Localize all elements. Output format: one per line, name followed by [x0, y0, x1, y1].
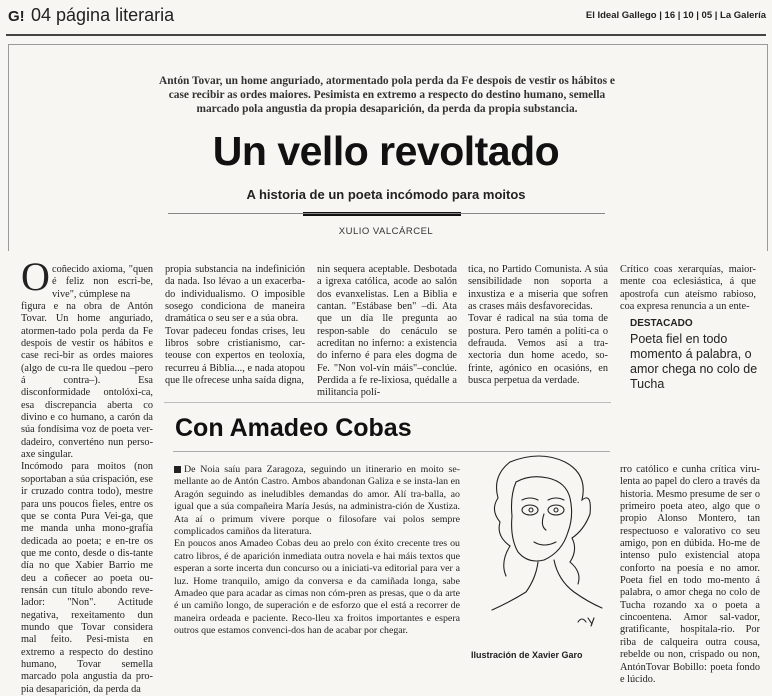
pullquote-text: Poeta fiel en todo momento á palabra, o amor chega no colo de Tucha: [630, 332, 758, 391]
sidebar-title: Con Amadeo Cobas: [175, 414, 412, 442]
section-mark: G!: [8, 8, 25, 25]
portrait-illustration: [470, 452, 610, 642]
byline: XULIO VALCÁRCEL: [338, 226, 434, 237]
article-col1-lead: coñecido axioma, "quen é feliz non escri-be, vive", cúmplese na: [52, 264, 153, 300]
pullquote-label: DESTACADO: [630, 318, 693, 329]
sidebar-top-rule: [164, 402, 611, 403]
article-col2: propia substancia na indefinición da nada. Iso lévao a un exacerba-do individualismo. O imposible sosego condiciona de maneira dramática o seu ser e a súa obra. Tovar padeceu fondas crises, leu libros sobre cristianismo, car-teouse con expertos en teoloxía, recurreu á Biblia..., e nada atopou que lle ofrecese unha saída digna,: [165, 264, 305, 387]
article-col1: figura e na obra de Antón Tovar. Un home anguriado, atormen-tado pola perda da Fe despois de vestir os hábitos e case reci-bir as ordes maiores (algo de cu-ra lle quedou –pero á contra–). Esa disconformidade ontolóxi-ca, esa discrepancia aberta co divino e co humano, a carón da súa fondísima voz de poeta ver-dadeiro, converténo nun perso-axe singular. Incómodo para moitos (non soportaban a súa crispación, ese ir cruzado contra todo), mestre para uns poucos fieles, entre os que se conta Pura Vei-ga, que me manda unha mono-grafía dedicada ao poeta; e en-tre os que me conto, desde o dis-tante día no que Xabier Barrio me deu a coñecer ao poeta ou-rensán cun título abondo reve-lador: "Non". Actitude negativa, rexeitamento dun mundo que Tovar considera mal feito. Pesi-mista en extremo a respecto do destino humano, Tovar semella marcado pola angustia da pro-pia desaparición, da perda da: [21, 301, 153, 695]
illustration-caption: Ilustración de Xavier Garo: [471, 650, 583, 660]
article-col5-continued: rro católico e cunha crítica viru-lenta ao papel do clero a través da historia. Mesmo presume de ser o primeiro poeta ateo, algo que o propio Alonso Montero, tan respectuoso e valorativo co seu amigo, pon en dúbida. Ho-me de intenso pulo existencial atopa conforto na poesía e no amor. Poeta fiel en todo mo-mento á palabra, o amor chega no colo de Tucha rozando xa o poeta a cincoentena. Amor sal-vador, gratificante, hospitala-rio. Por riba de calqueira outra cousa, rebelde ou non, crispado ou non, AntónTovar Bobillo: poeta fondo e lúcido.: [620, 464, 760, 685]
article-col3: nin sequera aceptable. Desbotada a igrexa católica, acode ao salón dos evanxelistas. Len a Biblia e cantan. "Estábase ben" –di. Ata que un día lle pregunta ao respon-sable do cenáculo se acreditan no inferno: a existencia do inferno é para eles dogma de Fe. "Non vol-vín máis"–conclúe. Perdida a fe re-lixiosa, quédalle a militancia polí-: [317, 264, 457, 399]
publication-info: El Ideal Gallego | 16 | 10 | 05 | La Galería: [585, 10, 766, 21]
byline-rule-thin: [168, 213, 605, 214]
drop-cap: O: [21, 254, 50, 299]
article-col4: tica, no Partido Comunista. A súa sensibilidade non soporta a inxustiza e a miseria que sofren as crases máis desfavorecidas. Tovar é radical na súa toma de postura. Pero tamén a políti-ca o defrauda. Vemos así a tra-xectoria dun home acedo, so-frinte, agónico en ocasións, en busca perpetua da verdade.: [468, 264, 608, 387]
sidebar-body: De Noia saíu para Zaragoza, seguindo un itinerario en moito se-mellante ao de Antón Castro. Ambos abandonan Galiza e se insta-lan en Aragón seguindo as ineludibles demandas do amor. Alí tra-balla, ao igual que a súa compañeira María Jesús, na administra-ción de Xustiza. Ata aí o primum vivere porque o filosofare vai polos sempre complicados camiños da literatura. En poucos anos Amadeo Cobas deu ao prelo con éxito crecente tres ou catro libros, é de aparición inmediata outra novela e hai máis textos que esperan a sorte incerta dun concurso ou a iniciati-va editorial para ver a luz. Home tranquilo, amigo da conversa e da camiñada longa, sabe Amadeo que para acadar as cimas non cóm-pren as presas, que o da arte é un camiño longo, de superación e de esforzo que el está a recorrer de maneira ordeada e paciente. Reco-lleu xa froitos importantes e espera outros que estamos convenci-dos han de acabar por chegar.: [174, 464, 460, 637]
headline: Un vello revoltado: [212, 128, 560, 174]
article-col5: Crítico coas xerarquías, maior-mente coa eclesiástica, á que apostrofa cun ateísmo rabioso, coa expresa renuncia a un ente-: [620, 264, 756, 313]
intro-paragraph: Antón Tovar, un home anguriado, atormentado pola perda da Fe despois de vestir os hábitos e case recibir as ordes maiores. Pesimista en extremo a respecto do destino humano, semella marcado pola angustia da propia desaparición, da perda da propia substancia.: [158, 75, 615, 115]
page-title: 04 página literaria: [31, 5, 175, 25]
subheadline: A historia de un poeta incómodo para moitos: [246, 187, 526, 202]
header-rule: [6, 34, 766, 36]
